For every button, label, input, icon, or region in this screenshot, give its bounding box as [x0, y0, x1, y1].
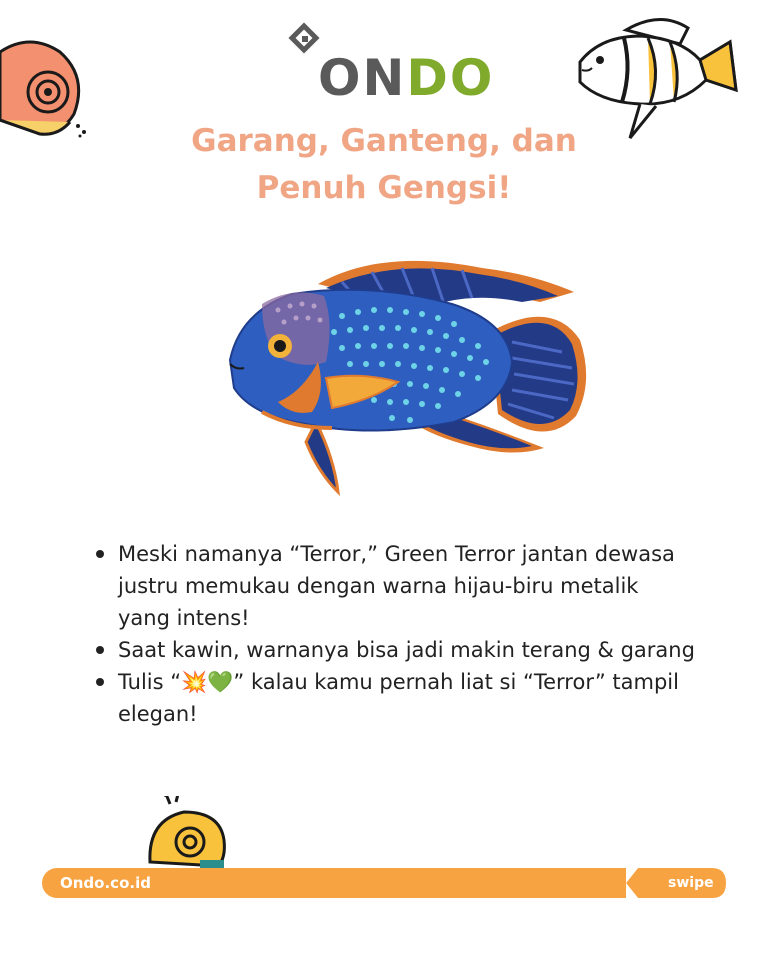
footer-site-label: Ondo.co.id [60, 874, 151, 892]
small-snail-icon [144, 796, 230, 868]
bullet-item: Tulis “💥💚” kalau kamu pernah liat si “Terror” tampil elegan! [96, 666, 696, 730]
logo-text-do: DO [406, 49, 495, 107]
bullet-item: Meski namanya “Terror,” Green Terror jantan dewasa justru memukau dengan warna hijau-biru metalik yang intens! [96, 538, 696, 634]
bullet-item: Saat kawin, warnanya bisa jadi makin terang & garang [96, 634, 696, 666]
logo-wordmark [318, 48, 494, 108]
swipe-label[interactable]: swipe [668, 875, 714, 891]
title-line-2: Penuh Gengsi! [256, 170, 512, 206]
green-terror-fish-illustration [222, 252, 588, 498]
info-bullet-list [96, 538, 696, 730]
snail-shell-icon [0, 22, 92, 140]
title-line-1: Garang, Ganteng, dan [191, 123, 577, 159]
brand-logo [288, 22, 495, 107]
page-title [120, 118, 648, 212]
logo-text-on: ON [318, 49, 407, 107]
